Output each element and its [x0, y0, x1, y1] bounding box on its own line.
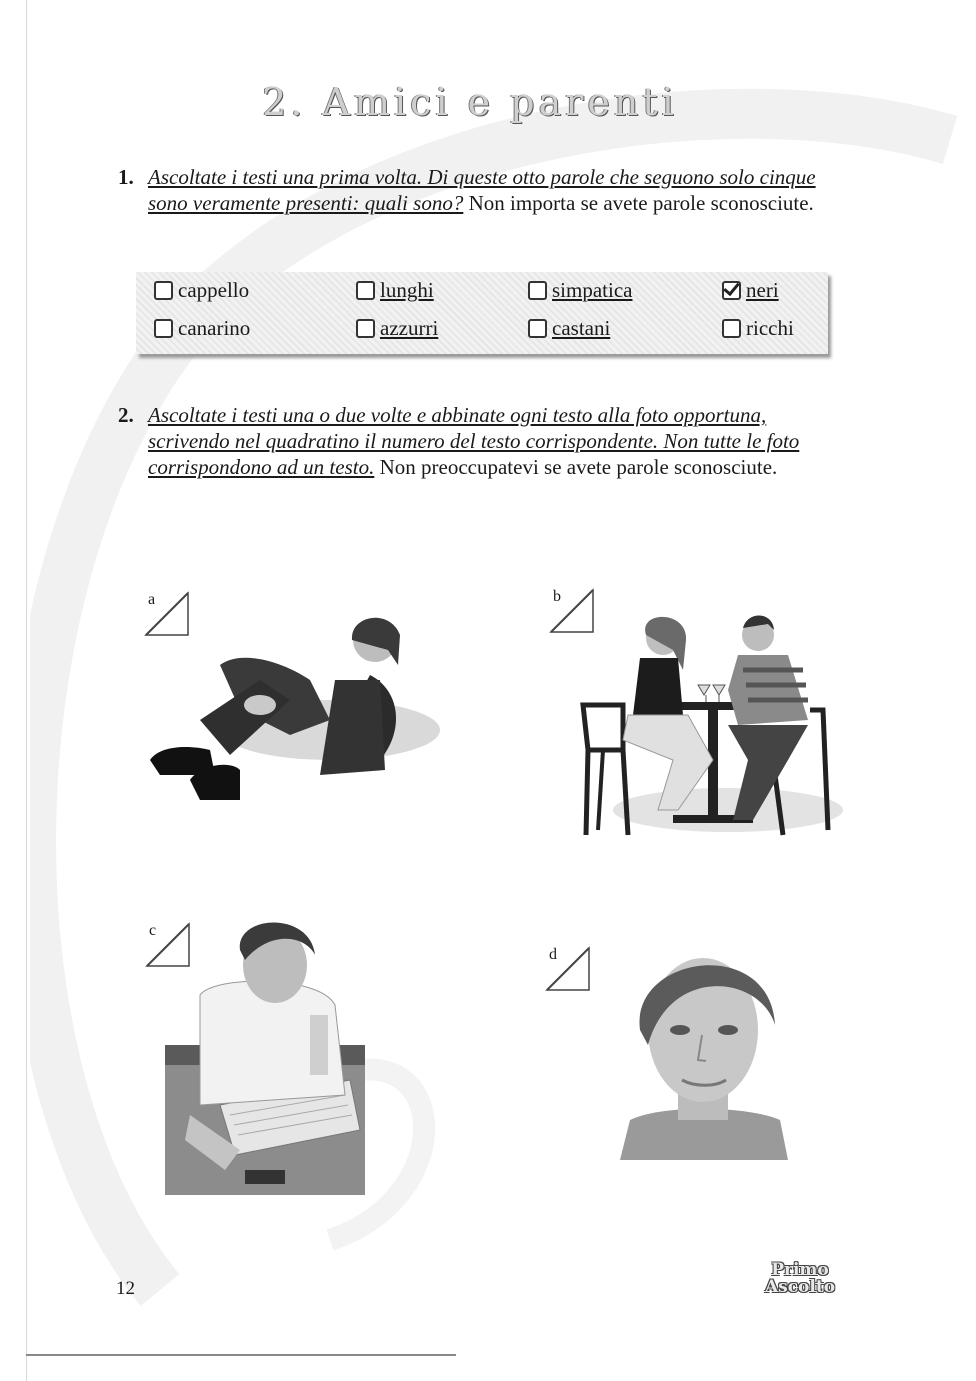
page-edge [26, 0, 27, 1381]
answer-box-b[interactable]: b [549, 588, 595, 634]
answer-box-c[interactable]: c [145, 922, 191, 968]
page-edge-bottom [26, 1354, 456, 1356]
checkbox[interactable] [154, 319, 173, 338]
word-checklist [136, 272, 828, 354]
exercise-1 [118, 164, 842, 216]
word-option[interactable]: cappello [154, 278, 249, 303]
word-option[interactable]: castani [528, 316, 610, 341]
exercise-note: Non importa se avete parole sconosciute. [468, 191, 814, 215]
checkbox-checked[interactable] [722, 281, 741, 300]
word-option[interactable]: neri [722, 278, 779, 303]
page-number: 12 [116, 1278, 135, 1299]
word-option[interactable]: canarino [154, 316, 250, 341]
book-logo: Primo Ascolto [764, 1260, 836, 1297]
checkbox[interactable] [356, 319, 375, 338]
checkbox[interactable] [528, 281, 547, 300]
checkbox[interactable] [356, 281, 375, 300]
word-option[interactable]: azzurri [356, 316, 438, 341]
photo-d-woman-portrait [610, 935, 795, 1160]
photo-a-sitting-woman [140, 610, 440, 810]
word-option[interactable]: simpatica [528, 278, 632, 303]
exercise-note: Non preoccupatevi se avete parole sconosciute. [379, 455, 778, 479]
checkbox[interactable] [722, 319, 741, 338]
answer-box-d[interactable]: d [545, 946, 591, 992]
photo-c-woman-studying [160, 915, 368, 1200]
checkbox[interactable] [528, 319, 547, 338]
word-option[interactable]: ricchi [722, 316, 794, 341]
exercise-instruction: Ascoltate i testi una prima volta. Di queste otto parole che seguono solo cinque sono veramente presenti: quali sono? [148, 165, 816, 215]
answer-box-a[interactable]: a [144, 591, 190, 637]
checkbox[interactable] [154, 281, 173, 300]
word-option[interactable]: lunghi [356, 278, 434, 303]
exercise-number: 1. [118, 165, 134, 189]
photo-b-couple-at-table [578, 610, 846, 842]
exercise-number: 2. [118, 403, 134, 427]
exercise-instruction: Ascoltate i testi una o due volte e abbinate ogni testo alla foto opportuna, scrivendo nel quadratino il numero del testo corrispondente. Non tutte le foto corrispondono ad un testo. [148, 403, 800, 479]
page-title: 2. Amici e parenti [262, 80, 678, 124]
exercise-2 [118, 402, 842, 480]
